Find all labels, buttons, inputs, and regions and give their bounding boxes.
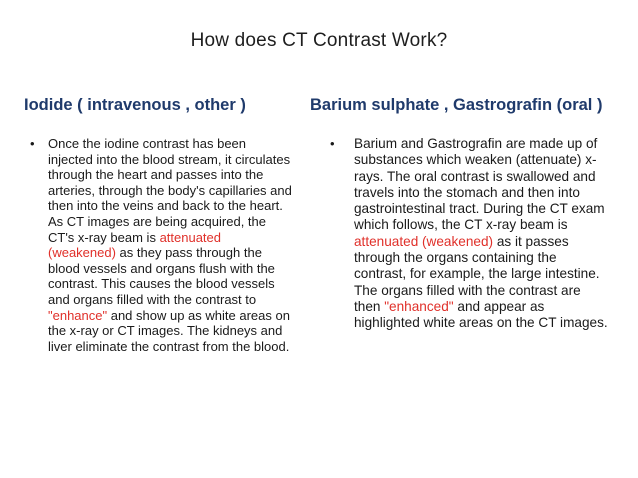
iodide-column xyxy=(30,136,292,354)
highlight-attenuated: attenuated (weakened) xyxy=(354,233,494,249)
highlight-attenuated: attenuated (weakened) xyxy=(48,229,222,261)
barium-text xyxy=(354,136,608,332)
iodide-text xyxy=(48,136,292,354)
iodide-heading: Iodide ( intravenous , other ) xyxy=(24,96,246,114)
barium-heading: Barium sulphate , Gastrografin (oral ) xyxy=(310,96,603,114)
text-segment: Barium and Gastrografin are made up of substances which weaken (attenuate) x-rays. The oral contrast is swallowed and travels into the stomach and then into gastrointestinal tract. During the CT exam which follows, the CT x-ray beam is xyxy=(354,136,605,233)
bullet-point: • xyxy=(30,136,35,151)
text-segment: Once the iodine contrast has been injected into the blood stream, it circulates through the heart and passes into the arteries, through the body's capillaries and then into the veins and back to the heart. As CT images are being acquired, the CT's x-ray beam is xyxy=(48,136,292,245)
text-segment: and show up as white areas on the x-ray or CT images. The kidneys and liver eliminate the contrast from the blood. xyxy=(48,307,290,354)
text-segment: as they pass through the blood vessels and organs flush with the contrast. This causes the blood vessels and organs filled with the contrast to xyxy=(48,245,275,307)
highlight-enhance: "enhance" xyxy=(48,307,108,323)
barium-column xyxy=(330,136,608,332)
text-segment: and appear as highlighted white areas on the CT images. xyxy=(354,298,608,331)
text-segment: as it passes through the organs containing the contrast, for example, the large intestine. The organs filled with the contrast are then xyxy=(354,233,600,314)
slide-title: How does CT Contrast Work? xyxy=(190,30,448,51)
bullet-point: • xyxy=(330,136,335,151)
highlight-enhanced: "enhanced" xyxy=(384,298,454,314)
